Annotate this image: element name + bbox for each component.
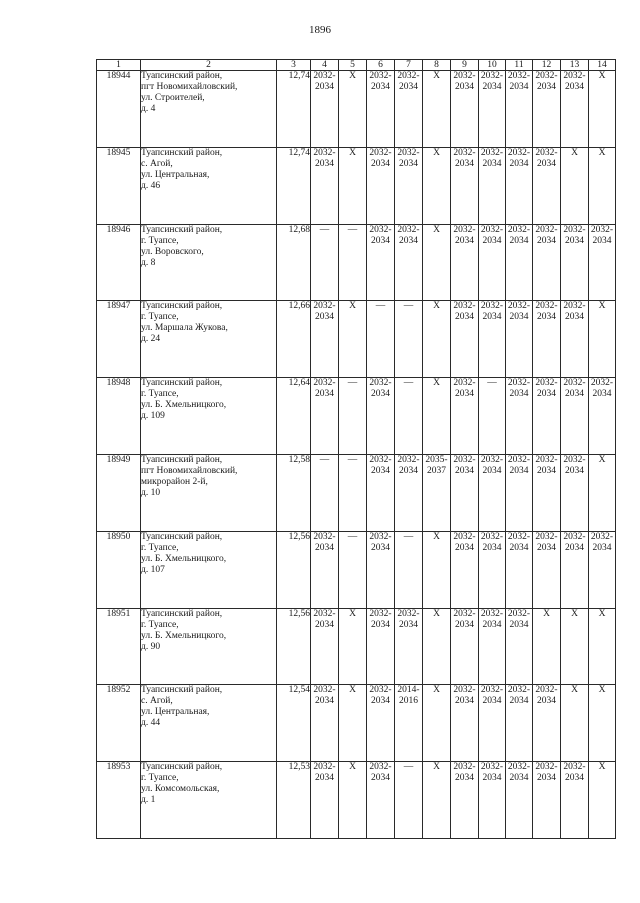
address-line: ул. Центральная, (141, 707, 210, 718)
table-row (97, 608, 616, 685)
period-cell: 2032- 2034 (311, 378, 339, 455)
column-number-header: 13 (561, 60, 589, 71)
period-cell: X (339, 147, 367, 224)
column-number-header: 9 (451, 60, 479, 71)
period-cell: X (339, 301, 367, 378)
period-cell: — (311, 454, 339, 531)
address-line: микрорайон 2-й, (141, 476, 208, 487)
address-line: Туапсинский район, (141, 147, 223, 158)
period-cell: 2032- 2034 (311, 762, 339, 839)
period-cell: X (589, 608, 616, 685)
period-cell: 2032- 2034 (395, 71, 423, 148)
address-line: г. Туапсе, (141, 235, 179, 246)
period-cell: 2032- 2034 (479, 762, 506, 839)
period-cell: 2032- 2034 (479, 224, 506, 301)
period-cell: — (395, 762, 423, 839)
area-cell: 12,74 (277, 147, 311, 224)
period-cell: — (339, 378, 367, 455)
address-line: ул. Б. Хмельницкого, (141, 630, 227, 641)
table-row (97, 71, 616, 148)
row-id: 18947 (97, 301, 141, 378)
column-number-header: 10 (479, 60, 506, 71)
period-cell: X (561, 685, 589, 762)
period-cell: 2035- 2037 (423, 454, 451, 531)
period-cell: 2032- 2034 (451, 378, 479, 455)
period-cell: 2032- 2034 (533, 454, 561, 531)
address-line: пгт Новомихайловский, (141, 465, 238, 476)
period-cell: X (589, 685, 616, 762)
period-cell: 2032- 2034 (506, 147, 533, 224)
period-cell: 2032- 2034 (311, 608, 339, 685)
row-id: 18950 (97, 531, 141, 608)
period-cell: 2032- 2034 (395, 608, 423, 685)
period-cell: X (423, 685, 451, 762)
address-cell (141, 685, 277, 762)
period-cell: 2032- 2034 (479, 454, 506, 531)
period-cell: X (533, 608, 561, 685)
address-cell (141, 147, 277, 224)
address-cell (141, 531, 277, 608)
address-cell (141, 224, 277, 301)
period-cell: 2032- 2034 (533, 147, 561, 224)
table-row (97, 762, 616, 839)
address-line: г. Туапсе, (141, 542, 179, 553)
period-cell: 2032- 2034 (561, 224, 589, 301)
address-cell (141, 378, 277, 455)
period-cell: 2032- 2034 (533, 685, 561, 762)
address-line: Туапсинский район, (141, 762, 223, 773)
area-cell: 12,53 (277, 762, 311, 839)
period-cell: X (339, 608, 367, 685)
period-cell: 2032- 2034 (506, 762, 533, 839)
period-cell: 2032- 2034 (451, 147, 479, 224)
row-id: 18952 (97, 685, 141, 762)
period-cell: X (561, 608, 589, 685)
address-line: г. Туапсе, (141, 773, 179, 784)
period-cell: 2032- 2034 (367, 531, 395, 608)
period-cell: 2032- 2034 (561, 71, 589, 148)
column-number-header: 4 (311, 60, 339, 71)
address-cell (141, 301, 277, 378)
period-cell: X (589, 147, 616, 224)
address-line: ул. Центральная, (141, 169, 210, 180)
table-row (97, 454, 616, 531)
table-row (97, 147, 616, 224)
address-line: д. 90 (141, 641, 161, 652)
period-cell: — (367, 301, 395, 378)
period-cell: 2032- 2034 (395, 147, 423, 224)
table-row (97, 224, 616, 301)
column-number-row (97, 60, 616, 71)
address-line: д. 8 (141, 257, 156, 268)
table-row (97, 531, 616, 608)
column-number-header: 2 (141, 60, 277, 71)
address-cell (141, 762, 277, 839)
address-line: Туапсинский район, (141, 531, 223, 542)
address-line: Туапсинский район, (141, 71, 223, 81)
period-cell: 2032- 2034 (506, 71, 533, 148)
period-cell: 2014- 2016 (395, 685, 423, 762)
address-line: Туапсинский район, (141, 608, 223, 619)
period-cell: 2032- 2034 (533, 71, 561, 148)
address-line: ул. Строителей, (141, 93, 205, 103)
address-line: д. 46 (141, 180, 161, 191)
period-cell: 2032- 2034 (367, 224, 395, 301)
period-cell: 2032- 2034 (506, 301, 533, 378)
column-number-header: 7 (395, 60, 423, 71)
table-row (97, 685, 616, 762)
period-cell: 2032- 2034 (367, 685, 395, 762)
period-cell: 2032- 2034 (561, 301, 589, 378)
period-cell: X (589, 762, 616, 839)
address-line: д. 1 (141, 795, 156, 806)
period-cell: X (423, 762, 451, 839)
period-cell: 2032- 2034 (506, 608, 533, 685)
period-cell: 2032- 2034 (451, 454, 479, 531)
period-cell: 2032- 2034 (311, 71, 339, 148)
column-number-header: 8 (423, 60, 451, 71)
row-id: 18951 (97, 608, 141, 685)
address-line: Туапсинский район, (141, 224, 223, 235)
period-cell: 2032- 2034 (506, 378, 533, 455)
period-cell: 2032- 2034 (367, 71, 395, 148)
row-id: 18953 (97, 762, 141, 839)
period-cell: 2032- 2034 (561, 762, 589, 839)
column-number-header: 14 (589, 60, 616, 71)
address-line: г. Туапсе, (141, 389, 179, 400)
period-cell: X (423, 608, 451, 685)
period-cell: 2032- 2034 (533, 301, 561, 378)
period-cell: — (339, 224, 367, 301)
address-line: с. Агой, (141, 158, 173, 169)
address-line: д. 24 (141, 334, 161, 345)
period-cell: 2032- 2034 (506, 685, 533, 762)
address-line: Туапсинский район, (141, 454, 223, 465)
address-cell (141, 71, 277, 148)
period-cell: X (423, 378, 451, 455)
period-cell: 2032- 2034 (479, 147, 506, 224)
area-cell: 12,64 (277, 378, 311, 455)
period-cell: — (395, 301, 423, 378)
address-line: с. Агой, (141, 696, 173, 707)
period-cell: 2032- 2034 (561, 378, 589, 455)
period-cell: X (423, 147, 451, 224)
period-cell: 2032- 2034 (367, 608, 395, 685)
period-cell: 2032- 2034 (479, 531, 506, 608)
row-id: 18945 (97, 147, 141, 224)
period-cell: 2032- 2034 (479, 685, 506, 762)
period-cell: 2032- 2034 (533, 224, 561, 301)
column-number-header: 1 (97, 60, 141, 71)
address-line: д. 4 (141, 104, 156, 114)
area-cell: 12,54 (277, 685, 311, 762)
column-number-header: 11 (506, 60, 533, 71)
period-cell: 2032- 2034 (395, 224, 423, 301)
period-cell: — (479, 378, 506, 455)
address-line: г. Туапсе, (141, 312, 179, 323)
period-cell: 2032- 2034 (311, 685, 339, 762)
period-cell: X (589, 301, 616, 378)
period-cell: 2032- 2034 (451, 224, 479, 301)
period-cell: X (339, 762, 367, 839)
address-line: ул. Маршала Жукова, (141, 323, 228, 334)
period-cell: 2032- 2034 (589, 378, 616, 455)
period-cell: — (395, 531, 423, 608)
row-id: 18944 (97, 71, 141, 148)
period-cell: 2032- 2034 (589, 224, 616, 301)
period-cell: X (423, 224, 451, 301)
period-cell: 2032- 2034 (367, 762, 395, 839)
period-cell: 2032- 2034 (395, 454, 423, 531)
period-cell: 2032- 2034 (451, 608, 479, 685)
period-cell: X (423, 301, 451, 378)
area-cell: 12,56 (277, 608, 311, 685)
period-cell: 2032- 2034 (479, 71, 506, 148)
registry-table (96, 59, 616, 839)
address-cell (141, 608, 277, 685)
period-cell: — (339, 454, 367, 531)
column-number-header: 6 (367, 60, 395, 71)
period-cell: 2032- 2034 (561, 454, 589, 531)
period-cell: 2032- 2034 (451, 762, 479, 839)
period-cell: 2032- 2034 (311, 147, 339, 224)
address-cell (141, 454, 277, 531)
period-cell: 2032- 2034 (367, 147, 395, 224)
period-cell: 2032- 2034 (506, 224, 533, 301)
address-line: Туапсинский район, (141, 301, 223, 312)
area-cell: 12,58 (277, 454, 311, 531)
table-row (97, 301, 616, 378)
period-cell: 2032- 2034 (533, 531, 561, 608)
period-cell: 2032- 2034 (451, 685, 479, 762)
address-line: ул. Б. Хмельницкого, (141, 400, 227, 411)
address-line: д. 44 (141, 718, 161, 729)
area-cell: 12,74 (277, 71, 311, 148)
row-id: 18948 (97, 378, 141, 455)
period-cell: X (561, 147, 589, 224)
address-line: г. Туапсе, (141, 619, 179, 630)
address-line: д. 109 (141, 411, 165, 422)
row-id: 18946 (97, 224, 141, 301)
period-cell: 2032- 2034 (533, 762, 561, 839)
address-line: д. 107 (141, 564, 165, 575)
column-number-header: 3 (277, 60, 311, 71)
period-cell: — (339, 531, 367, 608)
address-line: ул. Воровского, (141, 246, 204, 257)
row-id: 18949 (97, 454, 141, 531)
address-line: Туапсинский район, (141, 685, 223, 696)
address-line: пгт Новомихайловский, (141, 82, 238, 92)
period-cell: X (339, 685, 367, 762)
column-number-header: 12 (533, 60, 561, 71)
period-cell: 2032- 2034 (451, 531, 479, 608)
period-cell: 2032- 2034 (451, 71, 479, 148)
period-cell: X (423, 71, 451, 148)
period-cell: 2032- 2034 (311, 531, 339, 608)
area-cell: 12,68 (277, 224, 311, 301)
area-cell: 12,66 (277, 301, 311, 378)
period-cell: X (339, 71, 367, 148)
address-line: Туапсинский район, (141, 378, 223, 389)
period-cell: 2032- 2034 (367, 454, 395, 531)
period-cell: 2032- 2034 (589, 531, 616, 608)
period-cell: 2032- 2034 (479, 608, 506, 685)
column-number-header: 5 (339, 60, 367, 71)
period-cell: 2032- 2034 (506, 454, 533, 531)
address-line: ул. Б. Хмельницкого, (141, 553, 227, 564)
area-cell: 12,56 (277, 531, 311, 608)
period-cell: 2032- 2034 (367, 378, 395, 455)
period-cell: 2032- 2034 (533, 378, 561, 455)
period-cell: 2032- 2034 (479, 301, 506, 378)
period-cell: X (589, 454, 616, 531)
period-cell: X (423, 531, 451, 608)
period-cell: — (395, 378, 423, 455)
page-number: 1896 (309, 24, 331, 36)
period-cell: 2032- 2034 (311, 301, 339, 378)
table-body (97, 71, 616, 839)
address-line: д. 10 (141, 487, 161, 498)
address-line: ул. Комсомольская, (141, 784, 220, 795)
period-cell: X (589, 71, 616, 148)
period-cell: 2032- 2034 (506, 531, 533, 608)
period-cell: 2032- 2034 (451, 301, 479, 378)
period-cell: — (311, 224, 339, 301)
table-row (97, 378, 616, 455)
period-cell: 2032- 2034 (561, 531, 589, 608)
